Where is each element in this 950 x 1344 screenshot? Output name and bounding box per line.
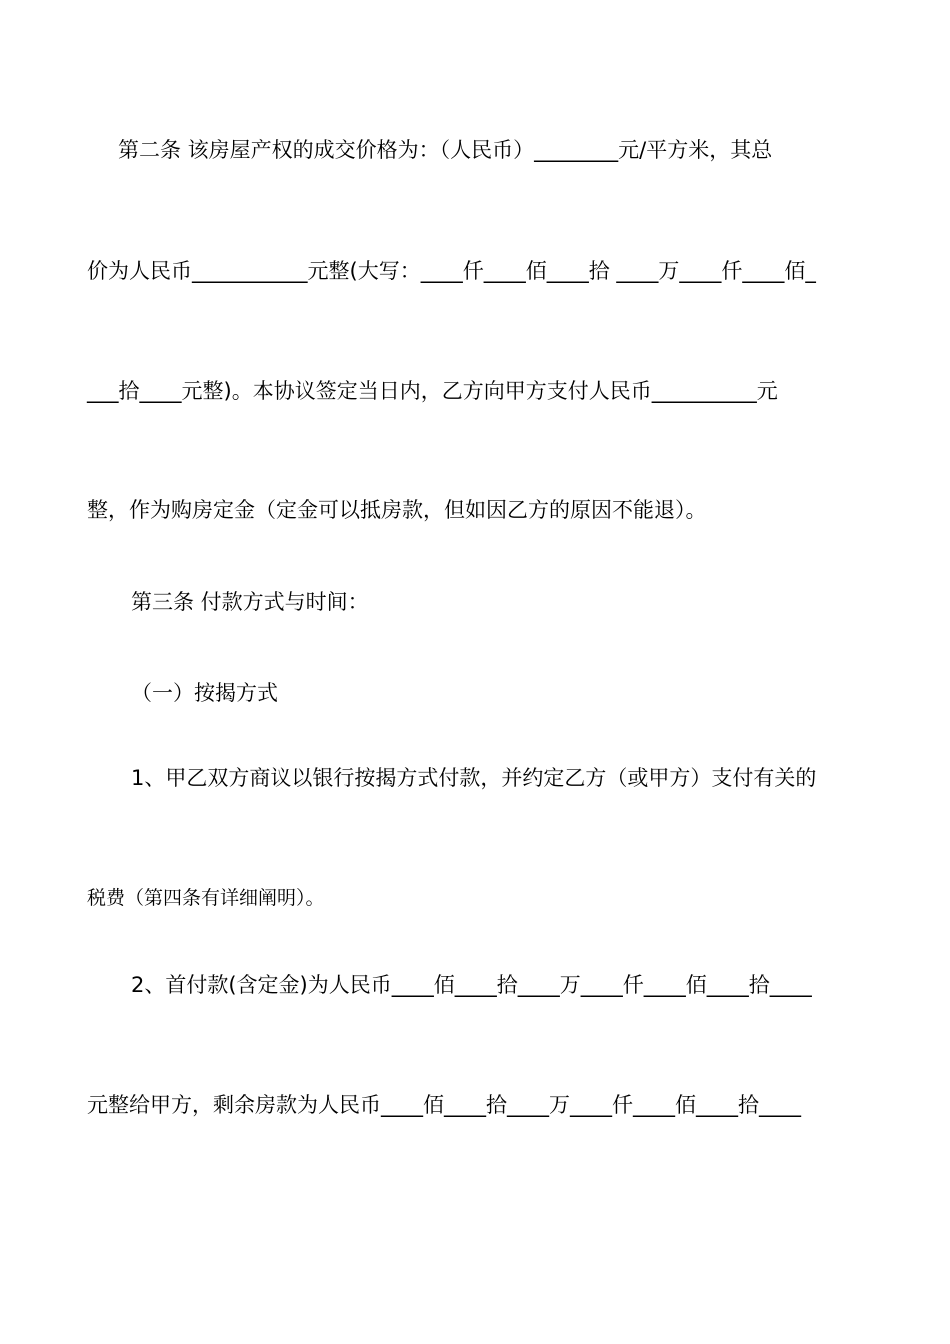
article-2-price-line-3: ___拾____元整)。本协议签定当日内，乙方向甲方支付人民币__________元 [87,379,778,403]
article-2-price-line-1: 第二条 该房屋产权的成交价格为：（人民币）________元/平方米，其总 [118,138,773,162]
clause-2-line-1: 2、首付款(含定金)为人民币____佰____拾____万____仟____佰____拾____ [131,973,812,997]
article-2-deposit-line: 整，作为购房定金（定金可以抵房款，但如因乙方的原因不能退）。 [87,498,707,522]
clause-2-line-2: 元整给甲方，剩余房款为人民币____佰____拾____万____仟____佰____拾____ [87,1093,801,1117]
article-3-heading: 第三条 付款方式与时间： [131,590,369,614]
clause-1-line-1: 1、甲乙双方商议以银行按揭方式付款，并约定乙方（或甲方）支付有关的 [131,766,817,790]
clause-1-line-2: 税费（第四条有详细阐明）。 [87,887,325,909]
article-2-price-line-2: 价为人民币___________元整(大写：____仟____佰____拾 ____万____仟____佰_ [87,259,816,283]
mortgage-section-heading: （一）按揭方式 [131,681,278,705]
